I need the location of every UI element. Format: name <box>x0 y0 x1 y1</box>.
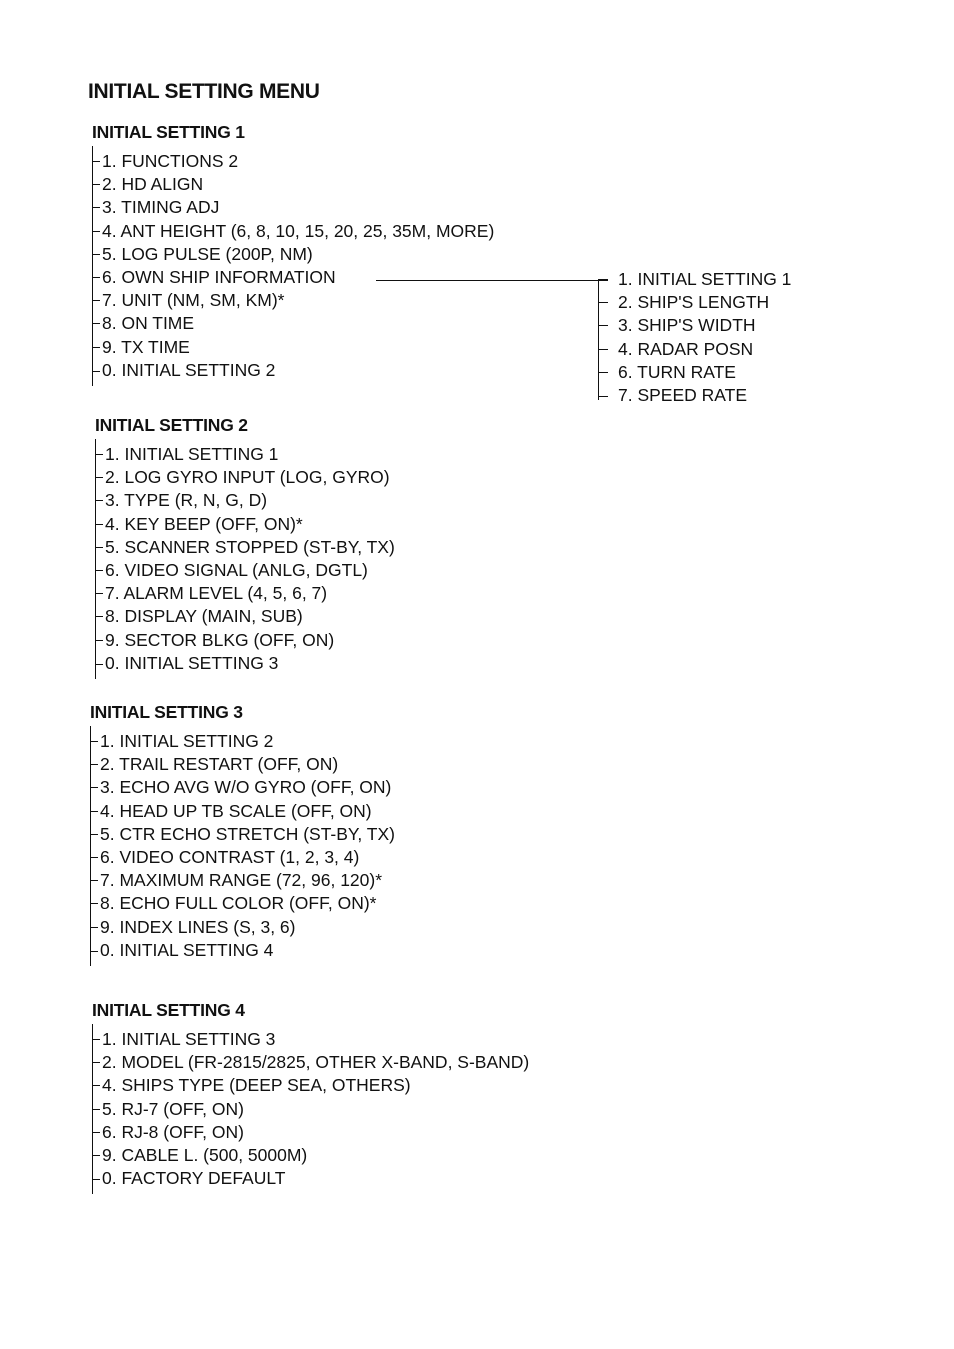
menu-item-own-ship-information[interactable]: 6. OWN SHIP INFORMATION <box>92 266 494 289</box>
menu-item[interactable]: 4. HEAD UP TB SCALE (OFF, ON) <box>90 800 395 823</box>
menu-item[interactable]: 9. SECTOR BLKG (OFF, ON) <box>95 629 395 652</box>
menu-item[interactable]: 5. RJ-7 (OFF, ON) <box>92 1098 529 1121</box>
menu-item[interactable]: 4. SHIPS TYPE (DEEP SEA, OTHERS) <box>92 1074 529 1097</box>
menu-item[interactable]: 6. VIDEO SIGNAL (ANLG, DGTL) <box>95 559 395 582</box>
menu-item[interactable]: 0. INITIAL SETTING 4 <box>90 939 395 962</box>
menu-item[interactable]: 5. SCANNER STOPPED (ST-BY, TX) <box>95 536 395 559</box>
menu-item[interactable]: 0. INITIAL SETTING 3 <box>95 652 395 675</box>
initial-setting-1-section <box>92 120 494 382</box>
menu-tree <box>90 730 395 962</box>
menu-item[interactable]: 7. MAXIMUM RANGE (72, 96, 120)* <box>90 869 395 892</box>
menu-item[interactable]: 6. RJ-8 (OFF, ON) <box>92 1121 529 1144</box>
menu-item[interactable]: 3. TYPE (R, N, G, D) <box>95 489 395 512</box>
section-title: INITIAL SETTING 1 <box>92 122 245 142</box>
submenu-tree <box>598 268 791 407</box>
submenu-item[interactable]: 3. SHIP'S WIDTH <box>598 314 791 337</box>
menu-item[interactable]: 5. LOG PULSE (200P, NM) <box>92 243 494 266</box>
menu-item[interactable]: 4. KEY BEEP (OFF, ON)* <box>95 513 395 536</box>
menu-item[interactable]: 2. TRAIL RESTART (OFF, ON) <box>90 753 395 776</box>
submenu-item[interactable]: 1. INITIAL SETTING 1 <box>598 268 791 291</box>
menu-item[interactable]: 1. INITIAL SETTING 1 <box>95 443 395 466</box>
menu-item[interactable]: 1. INITIAL SETTING 2 <box>90 730 395 753</box>
menu-item[interactable]: 6. VIDEO CONTRAST (1, 2, 3, 4) <box>90 846 395 869</box>
menu-item[interactable]: 1. FUNCTIONS 2 <box>92 150 494 173</box>
menu-item[interactable]: 9. INDEX LINES (S, 3, 6) <box>90 916 395 939</box>
menu-item[interactable]: 8. DISPLAY (MAIN, SUB) <box>95 605 395 628</box>
menu-item[interactable]: 8. ON TIME <box>92 312 494 335</box>
menu-item[interactable]: 2. MODEL (FR-2815/2825, OTHER X-BAND, S-BAND) <box>92 1051 529 1074</box>
menu-item[interactable]: 1. INITIAL SETTING 3 <box>92 1028 529 1051</box>
section-title: INITIAL SETTING 3 <box>90 702 243 722</box>
submenu-item[interactable]: 4. RADAR POSN <box>598 338 791 361</box>
menu-item[interactable]: 8. ECHO FULL COLOR (OFF, ON)* <box>90 892 395 915</box>
menu-tree <box>92 150 494 382</box>
initial-setting-3-section <box>90 700 395 962</box>
menu-item[interactable]: 3. ECHO AVG W/O GYRO (OFF, ON) <box>90 776 395 799</box>
submenu-item[interactable]: 7. SPEED RATE <box>598 384 791 407</box>
menu-item[interactable]: 2. LOG GYRO INPUT (LOG, GYRO) <box>95 466 395 489</box>
menu-item[interactable]: 2. HD ALIGN <box>92 173 494 196</box>
own-ship-information-submenu <box>598 268 791 407</box>
menu-tree <box>95 443 395 675</box>
menu-item[interactable]: 7. ALARM LEVEL (4, 5, 6, 7) <box>95 582 395 605</box>
submenu-connector-line <box>376 280 608 281</box>
menu-item[interactable]: 7. UNIT (NM, SM, KM)* <box>92 289 494 312</box>
submenu-item[interactable]: 2. SHIP'S LENGTH <box>598 291 791 314</box>
menu-item[interactable]: 9. CABLE L. (500, 5000M) <box>92 1144 529 1167</box>
menu-tree <box>92 1028 529 1190</box>
menu-item[interactable]: 9. TX TIME <box>92 336 494 359</box>
menu-item[interactable]: 3. TIMING ADJ <box>92 196 494 219</box>
menu-item[interactable]: 0. FACTORY DEFAULT <box>92 1167 529 1190</box>
menu-item[interactable]: 4. ANT HEIGHT (6, 8, 10, 15, 20, 25, 35M, MORE) <box>92 220 494 243</box>
section-title: INITIAL SETTING 4 <box>92 1000 245 1020</box>
menu-item[interactable]: 5. CTR ECHO STRETCH (ST-BY, TX) <box>90 823 395 846</box>
section-title: INITIAL SETTING 2 <box>95 415 248 435</box>
submenu-item[interactable]: 6. TURN RATE <box>598 361 791 384</box>
initial-setting-4-section <box>92 998 529 1190</box>
menu-item[interactable]: 0. INITIAL SETTING 2 <box>92 359 494 382</box>
page-title: INITIAL SETTING MENU <box>88 80 320 103</box>
initial-setting-2-section <box>95 413 395 675</box>
